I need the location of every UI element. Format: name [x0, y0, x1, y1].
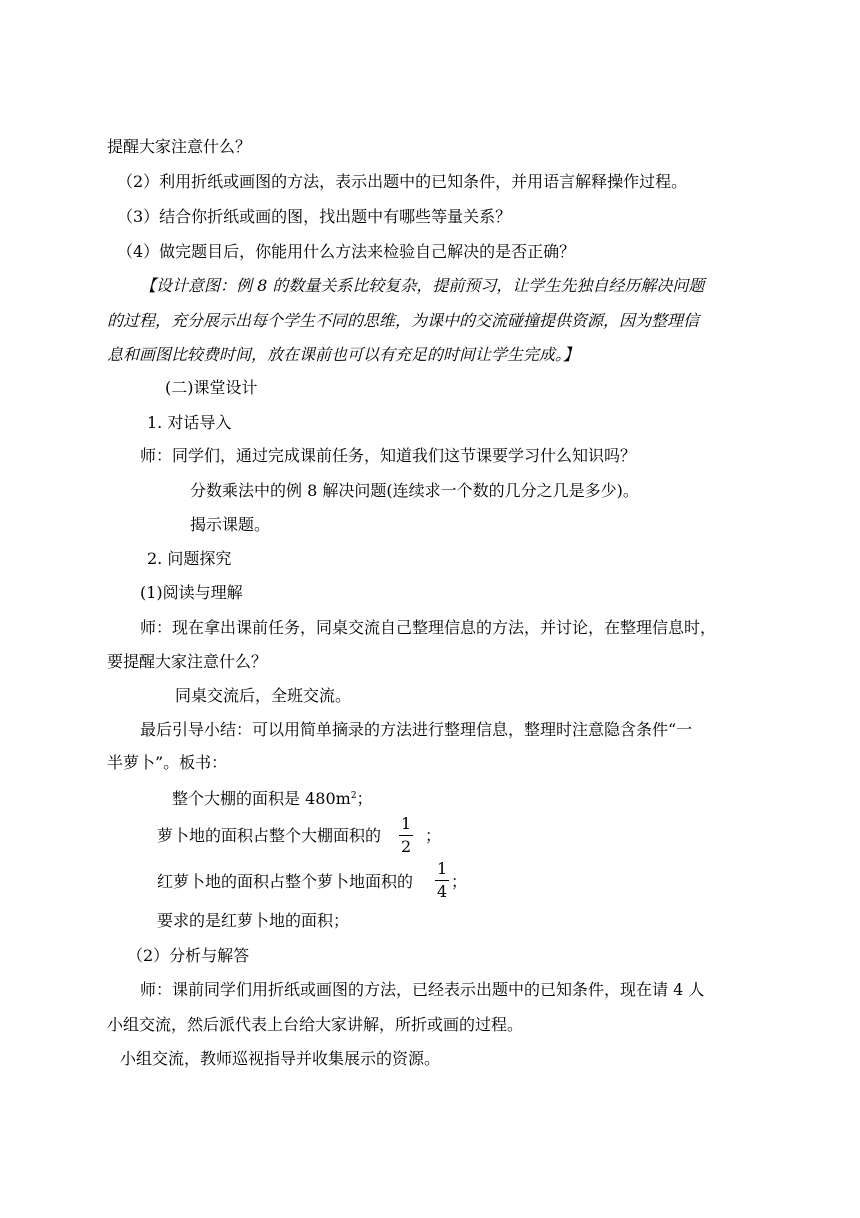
text-line: 同桌交流后，全班交流。 [175, 686, 352, 705]
text-line: 揭示课题。 [190, 515, 271, 534]
design-intent-line: 息和画图比较费时间，放在课前也可以有充足的时间让学生完成。】 [107, 345, 580, 364]
punctuation: ； [451, 872, 468, 891]
superscript: 2 [350, 791, 357, 801]
text-line: 要提醒大家注意什么？ [107, 652, 268, 671]
blackboard-line: 萝卜地的面积占整个大棚面积的 [157, 826, 382, 845]
fraction-one-quarter [435, 860, 449, 901]
text-fragment: 整个大棚的面积是 480m [172, 789, 351, 808]
fraction-numerator: 1 [401, 814, 412, 833]
fraction-numerator: 1 [437, 859, 448, 878]
fraction-one-half [399, 815, 413, 856]
text-line: 师：现在拿出课前任务，同桌交流自己整理信息的方法，并讨论，在整理信息时， [140, 618, 717, 637]
blackboard-line: 要求的是红萝卜地的面积； [157, 911, 350, 930]
text-line: 半萝卜”。板书： [107, 753, 228, 772]
design-intent-line: 的过程，充分展示出每个学生不同的思维，为课中的交流碰撞提供资源，因为整理信 [107, 311, 700, 330]
section-heading: (二)课堂设计 [165, 378, 258, 397]
text-line: （3）结合你折纸或画的图，找出题中有哪些等量关系？ [117, 207, 512, 226]
text-line: （4）做完题目后，你能用什么方法来检验自己解决的是否正确？ [117, 242, 576, 261]
subsection-heading: 1. 对话导入 [147, 413, 232, 432]
text-line: 小组交流，教师巡视指导并收集展示的资源。 [120, 1049, 441, 1068]
fraction-denominator: 2 [401, 837, 412, 856]
blackboard-line: 红萝卜地的面积占整个萝卜地面积的 [157, 872, 414, 891]
subsection-heading: 2. 问题探究 [147, 549, 232, 568]
text-fragment: ； [356, 789, 373, 808]
text-line: （2）利用折纸或画图的方法，表示出题中的已知条件，并用语言解释操作过程。 [117, 172, 688, 191]
punctuation: ； [425, 826, 442, 845]
text-line: 最后引导小结：可以用简单摘录的方法进行整理信息，整理时注意隐含条件“一 [140, 720, 693, 739]
text-line: 提醒大家注意什么？ [107, 137, 252, 156]
text-line: 师：同学们，通过完成课前任务，知道我们这节课要学习什么知识吗？ [140, 446, 637, 465]
text-line: 师：课前同学们用折纸或画图的方法，已经表示出题中的已知条件，现在请 4 人 [140, 980, 705, 999]
sub-heading: (1)阅读与理解 [140, 583, 243, 602]
text-line: 小组交流，然后派代表上台给大家讲解，所折或画的过程。 [107, 1015, 524, 1034]
blackboard-line [172, 786, 373, 809]
design-intent-line: 【设计意图：例 8 的数量关系比较复杂，提前预习，让学生先独自经历解决问题 [140, 276, 705, 295]
fraction-denominator: 4 [437, 882, 448, 901]
sub-heading: （2）分析与解答 [127, 946, 250, 965]
text-line: 分数乘法中的例 8 解决问题(连续求一个数的几分之几是多少)。 [190, 481, 639, 500]
